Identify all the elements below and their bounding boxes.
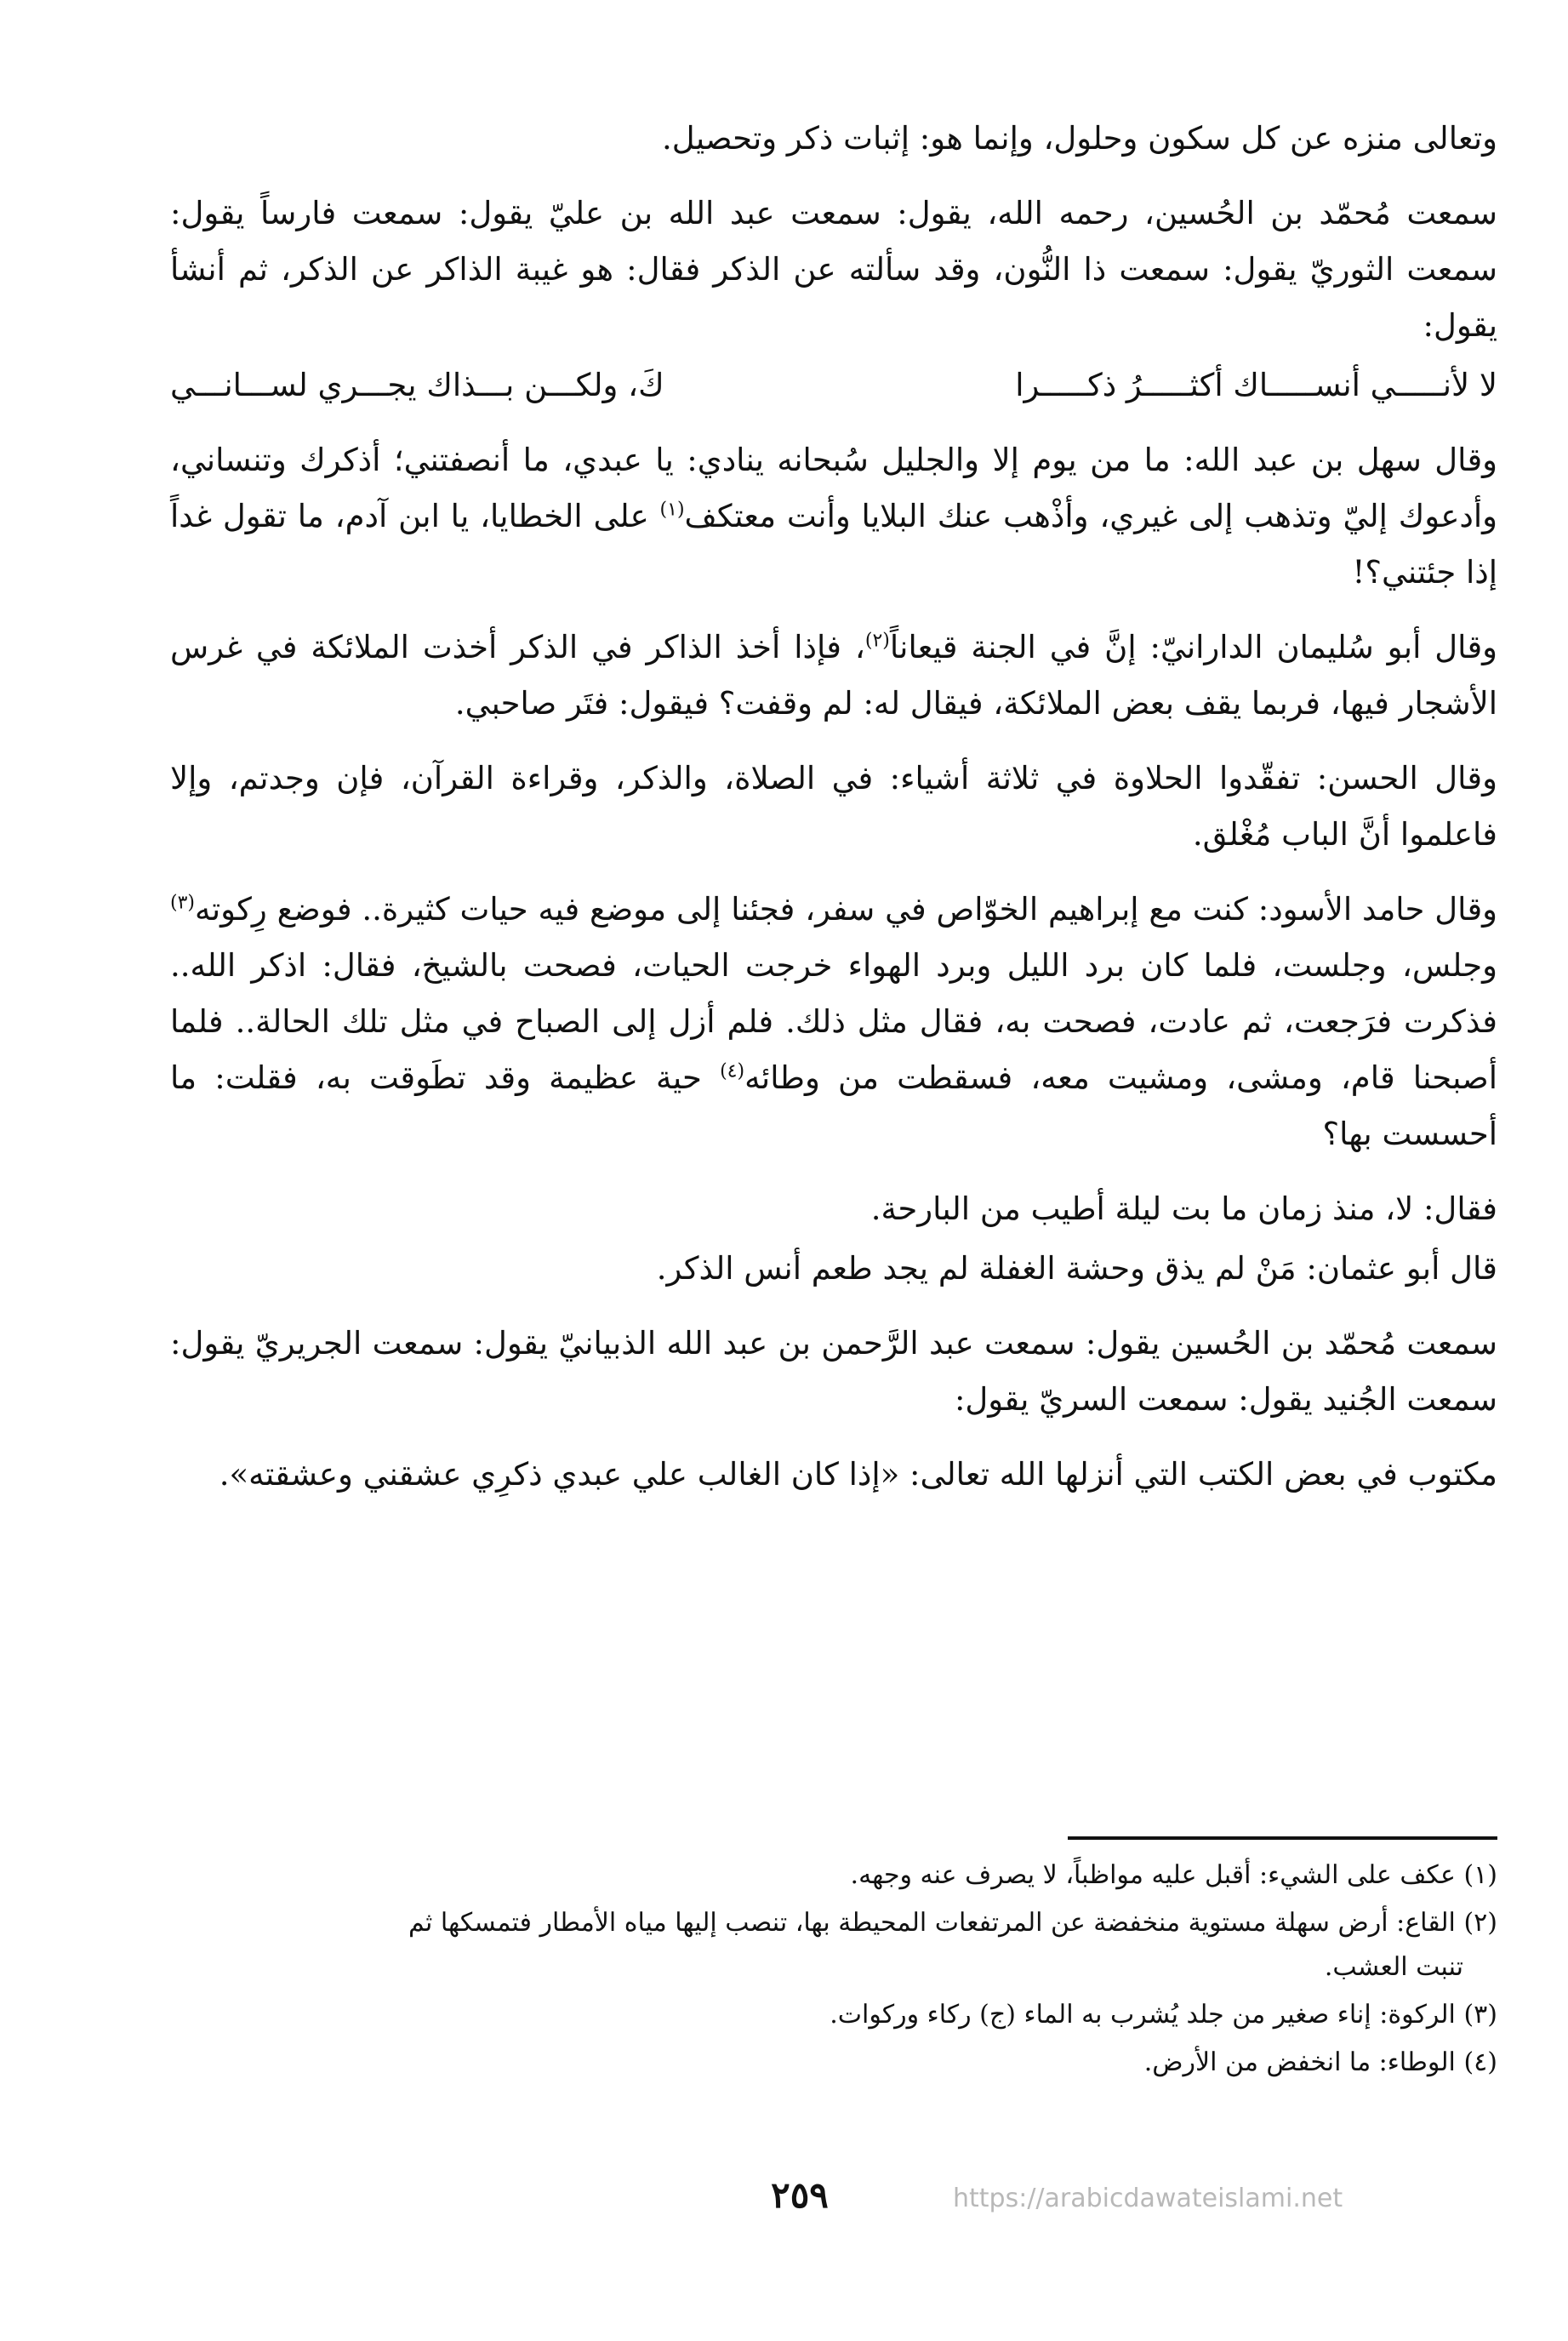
sulayman-text-end: ، فإذا أخذ الذاكر في الذكر أخذت الملائكة في غرس الأشجار فيها، فربما يقف بعض الملائكة، فيقال له: لم وقفت؟ فيقول: فتَر صاحبي. — [170, 629, 1497, 722]
footnote-text: عكف على الشيء: أقبل عليه مواظباً، لا يصرف عنه وجهه. — [850, 1860, 1456, 1890]
paragraph-sahl — [170, 432, 1497, 601]
footnote-number: (٣) — [1463, 2000, 1497, 2030]
footnote-divider — [1068, 1836, 1497, 1840]
paragraph-hasan: وقال الحسن: تفقّدوا الحلاوة في ثلاثة أشياء: في الصلاة، والذكر، وقراءة القرآن، فإن وجدتم، وإلا فاعلموا أنَّ الباب مُغْلق. — [170, 760, 1497, 853]
verse-right-hemistich: لا لأنـــــي أنســـــاك أكثـــــرُ ذكـــــرا — [1015, 367, 1497, 403]
paragraph-reply: فقال: لا، منذ زمان ما بت ليلة أطيب من البارحة. — [870, 1190, 1497, 1227]
watermark-url: https://arabicdawateislami.net — [953, 2184, 1343, 2213]
footnotes — [170, 1853, 1497, 2088]
sahl-text-end: على الخطايا، يا ابن آدم، ما تقول غداً إذا جئتني؟! — [170, 498, 1497, 591]
paragraph-sulayman — [170, 620, 1497, 732]
footnote-number: (١) — [1463, 1860, 1497, 1890]
footnote-1 — [170, 1853, 1497, 1898]
paragraph-chain-junayd: سمعت مُحمّد بن الحُسين يقول: سمعت عبد الرَّحمن بن عبد الله الذبيانيّ يقول: سمعت الجريريّ يقول: سمعت الجُنيد يقول: سمعت السريّ يقول: — [170, 1325, 1497, 1418]
paragraph-hamid — [170, 882, 1497, 1162]
footnote-text: الركوة: إناء صغير من جلد يُشرب به الماء (ج) ركاء وركوات. — [830, 2000, 1456, 2030]
paragraph-opening: وتعالى منزه عن كل سكون وحلول، وإنما هو: إثبات ذكر وتحصيل. — [662, 120, 1497, 157]
hamid-text: وقال حامد الأسود: كنت مع إبراهيم الخوّاص في سفر، فجئنا إلى موضع فيه حيات كثيرة.. فوضع رِكوته — [195, 891, 1497, 928]
paragraph-abu-uthman: قال أبو عثمان: مَنْ لم يذق وحشة الغفلة لم يجد طعم أنس الذكر. — [656, 1250, 1497, 1287]
footnote-marker-1: (١) — [659, 499, 685, 521]
footnote-3 — [170, 1993, 1497, 2037]
page-number: ٢٥٩ — [771, 2174, 829, 2216]
sulayman-text: وقال أبو سُليمان الدارانيّ: إنَّ في الجنة قيعاناً — [889, 629, 1497, 665]
footnote-4 — [170, 2041, 1497, 2085]
footnote-marker-2: (٢) — [864, 630, 890, 652]
footnote-number: (٢) — [1463, 1908, 1497, 1938]
sahl-text: وقال سهل بن عبد الله: ما من يوم إلا والجليل سُبحانه ينادي: يا عبدي، ما أنصفتني؛ أذكرك وتنساني، وأدعوك إليّ وتذهب إلى غيري، وأذْهب عنك البلايا وأنت معتكف — [170, 442, 1498, 534]
paragraph-chain-dhun-nun: سمعت مُحمّد بن الحُسين، رحمه الله، يقول: سمعت عبد الله بن عليّ يقول: سمعت فارساً يقول: سمعت الثوريّ يقول: سمعت ذا النُّون، وقد سألته عن الذكر فقال: هو غيبة الذاكر عن الذكر، ثم أنشأ يقول: — [170, 195, 1497, 344]
hamid-text-end: حية عظيمة وقد تطَوقت به، فقلت: ما أحسست بها؟ — [170, 1059, 1497, 1152]
verse-left-hemistich: كَ، ولكـــن بـــذاك يجـــري لســـانـــي — [170, 367, 664, 403]
footnote-text: القاع: أرض سهلة مستوية منخفضة عن المرتفعات المحيطة بها، تنصب إليها مياه الأمطار فتمسكها ثم — [408, 1908, 1456, 1938]
footnote-marker-4: (٤) — [720, 1060, 745, 1082]
footnote-number: (٤) — [1463, 2047, 1497, 2077]
footnote-text-continuation: تنبت العشب. — [1324, 1952, 1463, 1982]
poem-verse — [170, 357, 1497, 414]
footnote-marker-3: (٣) — [170, 892, 196, 914]
footnote-text: الوطاء: ما انخفض من الأرض. — [1143, 2047, 1456, 2077]
page-body — [170, 111, 1497, 1522]
hamid-text-mid: وجلس، وجلست، فلما كان برد الليل وبرد الهواء خرجت الحيات، فصحت بالشيخ، فقال: اذكر الله.. فذكرت فرَجعت، ثم عادت، فصحت به، فقال مثل ذلك. فلم أزل إلى الصباح في مثل تلك الحالة.. فلما أصبحنا قام، ومشى، ومشيت معه، فسقطت من وطائه — [170, 947, 1497, 1096]
footnote-2 — [170, 1901, 1497, 1990]
paragraph-final-quote: مكتوب في بعض الكتب التي أنزلها الله تعالى: «إذا كان الغالب علي عبدي ذكرِي عشقني وعشقته». — [219, 1456, 1497, 1493]
